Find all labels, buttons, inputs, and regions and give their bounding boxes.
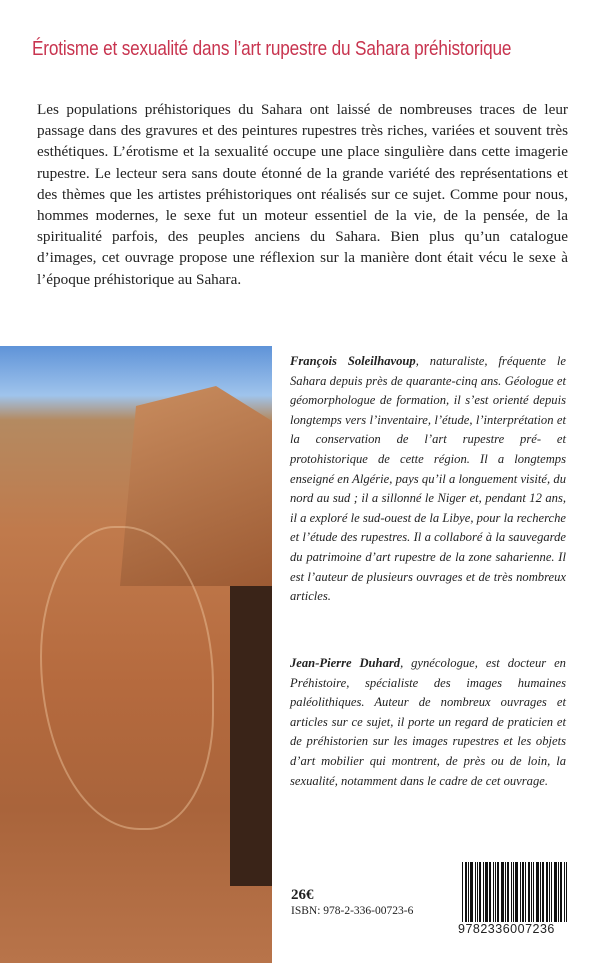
- barcode-number: 9782336007236: [458, 922, 555, 936]
- rock-art-photo: [0, 346, 272, 963]
- barcode-bar: [483, 862, 484, 922]
- barcode-bar: [531, 862, 532, 922]
- barcode-bar: [489, 862, 491, 922]
- barcode-bar: [505, 862, 506, 922]
- author-bio-2: [290, 654, 566, 791]
- barcode-bar: [485, 862, 488, 922]
- barcode-bar: [515, 862, 518, 922]
- barcode-bar: [477, 862, 478, 922]
- barcode-bar: [522, 862, 524, 922]
- barcode: [462, 862, 572, 922]
- barcode-bar: [479, 862, 481, 922]
- barcode-bar: [528, 862, 530, 922]
- barcode-bar: [554, 862, 557, 922]
- barcode-bar: [465, 862, 467, 922]
- barcode-bar: [549, 862, 550, 922]
- barcode-bar: [507, 862, 509, 922]
- barcode-bar: [558, 862, 559, 922]
- barcode-bar: [540, 862, 541, 922]
- barcode-bar: [495, 862, 496, 922]
- barcode-bar: [542, 862, 544, 922]
- author-bio-1: [290, 352, 566, 607]
- barcode-bar: [497, 862, 499, 922]
- barcode-bar: [462, 862, 463, 922]
- barcode-bar: [468, 862, 469, 922]
- book-title: Érotisme et sexualité dans l’art rupestre du Sahara préhistorique: [32, 38, 512, 60]
- author-bio-text: , gynécologue, est docteur en Préhistoire, spécialiste des images humaines paléolithiques. Auteur de nombreux ouvrages et articles sur ce sujet, il porte un regard de praticien et de préhistorien sur les images rupestres et les objets d’art mobilier qui montrent, de près ou de loin, la sexualité, notamment dans le cadre de cet ouvrage.: [290, 656, 566, 788]
- barcode-bar: [551, 862, 552, 922]
- author-name: Jean-Pierre Duhard: [290, 656, 401, 670]
- author-name: François Soleilhavoup: [290, 354, 416, 368]
- price: 26€: [291, 887, 314, 903]
- blurb-paragraph: Les populations préhistoriques du Sahara ont laissé de nombreuses traces de leur passage dans des gravures et des peintures rupestres très riches, variées et souvent très esthétiques. L’érotisme et la sexualité occupe une place singulière dans cette imagerie rupestre. Le lecteur sera sans doute étonné de la grande variété des représentations et des thèmes que les artistes préhistoriques ont réalisés sur ce sujet. Comme pour nous, hommes modernes, le sexe fut un moteur essentiel de la vie, de la pensée, de la spiritualité parfois, des peuples anciens du Sahara. Bien plus qu’un catalogue d’images, cet ouvrage propose une réflexion sur la manière dont était vécu le sexe à l’époque préhistorique au Sahara.: [37, 101, 568, 288]
- barcode-bar: [501, 862, 504, 922]
- barcode-bar: [513, 862, 514, 922]
- barcode-bar: [475, 862, 476, 922]
- author-bio-text: , naturaliste, fréquente le Sahara depuis près de quarante-cinq ans. Géologue et géomorphologue de formation, il s’est orienté depuis longtemps vers l’inventaire, l’étude, l’interprétation et la conservation de l’art rupestre pré- et protohistorique de cette région. Il a longtemps enseigné en Algérie, pays qu’il a longuement visité, du nord au sud ; il a sillonné le Niger et, pendant 12 ans, il a exploré le sud-ouest de la Libye, pour la recherche et l’étude des rupestres. Il a collaboré à la sauvegarde du patrimoine d’art rupestre de la zone saharienne. Il est l’auteur de plusieurs ouvrages et de très nombreux articles.: [290, 354, 566, 604]
- barcode-bar: [511, 862, 512, 922]
- barcode-bar: [546, 862, 548, 922]
- barcode-bar: [566, 862, 567, 922]
- barcode-bar: [525, 862, 526, 922]
- isbn: ISBN: 978-2-336-00723-6: [291, 905, 414, 917]
- barcode-bar: [533, 862, 534, 922]
- barcode-bar: [536, 862, 539, 922]
- barcode-bar: [520, 862, 521, 922]
- barcode-bar: [470, 862, 473, 922]
- barcode-bar: [564, 862, 565, 922]
- barcode-bar: [560, 862, 562, 922]
- barcode-bar: [493, 862, 494, 922]
